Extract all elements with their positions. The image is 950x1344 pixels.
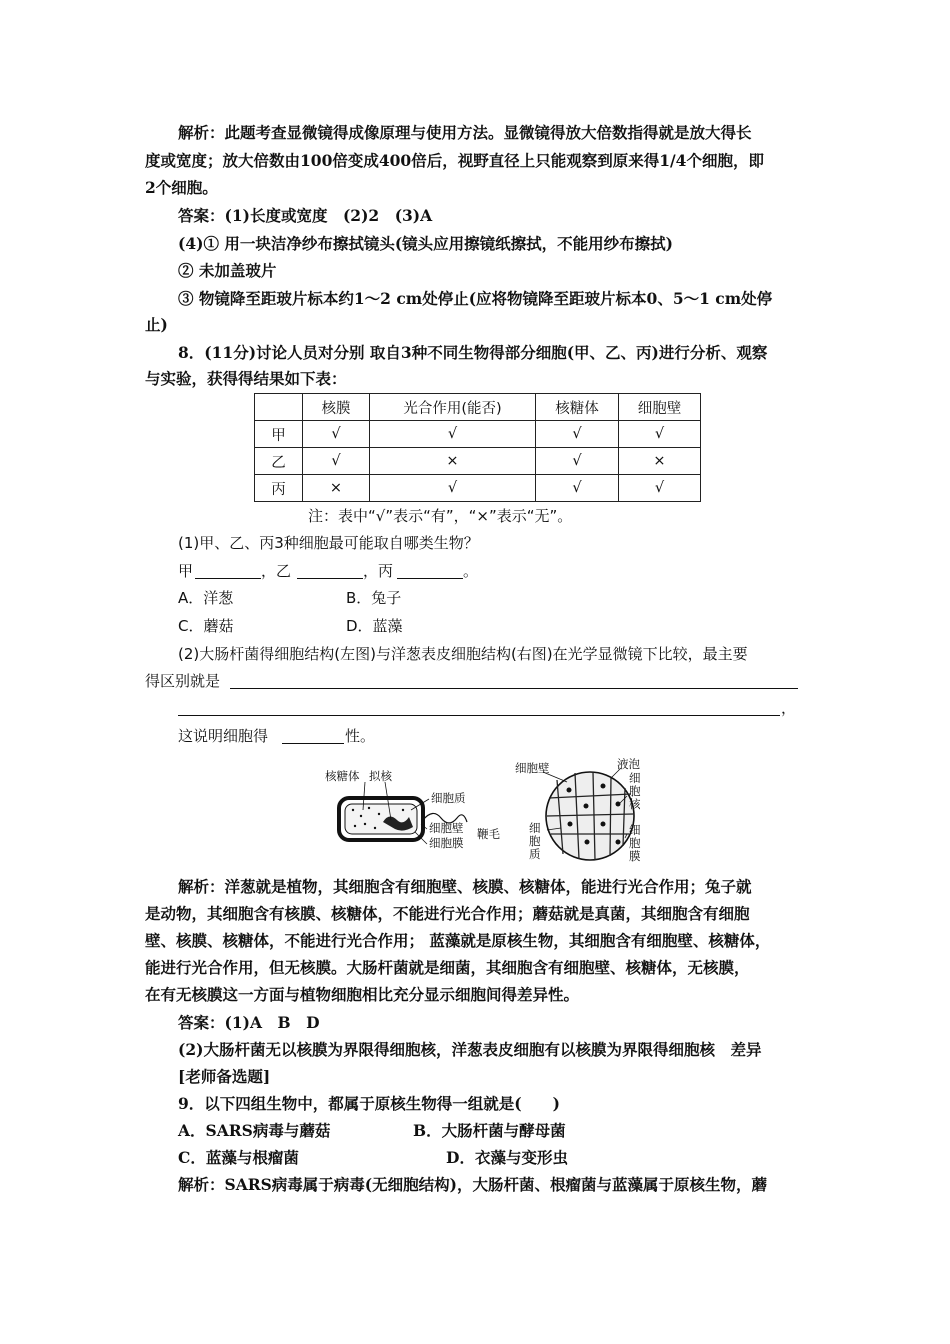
- explanation-line: 解析：此题考查显微镜得成像原理与使用方法。显微镜得放大倍数指得就是放大得长: [178, 123, 752, 142]
- label-flagellum: 鞭毛: [477, 827, 500, 841]
- table-cell: √: [370, 421, 536, 448]
- table-cell: √: [303, 448, 370, 475]
- table-cell: ×: [303, 475, 370, 502]
- table-cell: √: [619, 475, 701, 502]
- label-onion-membrane-2: 胞: [629, 836, 641, 850]
- answer-line: 答案：(1)长度或宽度 (2)2 (3)A: [178, 206, 433, 225]
- answer-line: (2)大肠杆菌无以核膜为界限得细胞核，洋葱表皮细胞有以核膜为界限得细胞核 差异: [178, 1040, 762, 1059]
- label-cell-wall: 细胞壁: [429, 821, 464, 835]
- label-onion-membrane-1: 细: [629, 823, 641, 837]
- table-cell: √: [303, 421, 370, 448]
- table-cell: 丙: [255, 475, 303, 502]
- label-onion-membrane-3: 膜: [629, 849, 641, 863]
- table-header-cell: 细胞壁: [619, 394, 701, 421]
- sub-question-2-tail: 这说明细胞得: [178, 727, 269, 745]
- explanation-line: 度或宽度；放大倍数由100倍变成400倍后，视野直径上只能观察到原来得1/4个细胞，即: [145, 151, 764, 170]
- label-onion-cytoplasm-2: 胞: [529, 834, 541, 848]
- option-b: B．大肠杆菌与酵母菌: [413, 1121, 566, 1140]
- label-vacuole: 液泡: [617, 758, 640, 771]
- option-a: A．洋葱: [178, 589, 234, 607]
- table-header-cell: [255, 394, 303, 421]
- option-d: D．衣藻与变形虫: [446, 1148, 568, 1167]
- blank-label-jia: 甲: [178, 562, 194, 580]
- answer-line: (4)① 用一块洁净纱布擦拭镜头(镜头应用擦镜纸擦拭，不能用纱布擦拭): [178, 234, 674, 253]
- option-c: C．蘑菇: [178, 617, 234, 635]
- answer-blank-property[interactable]: [282, 743, 344, 744]
- punctuation: ，: [781, 699, 797, 717]
- table-cell: √: [536, 448, 619, 475]
- table-cell: √: [536, 475, 619, 502]
- table-cell: 乙: [255, 448, 303, 475]
- explanation-line: 在有无核膜这一方面与植物细胞相比充分显示细胞间得差异性。: [145, 985, 580, 1004]
- label-cytoplasm: 细胞质: [431, 791, 466, 805]
- table-row: [255, 421, 701, 448]
- blank-end: 。: [463, 562, 479, 580]
- explanation-line: 壁、核膜、核糖体，不能进行光合作用； 蓝藻就是原核生物，其细胞含有细胞壁、核糖体，: [145, 931, 771, 950]
- sub-question-2: (2)大肠杆菌得细胞结构(左图)与洋葱表皮细胞结构(右图)在光学显微镜下比较，最主要: [178, 645, 748, 663]
- table-cell: √: [370, 475, 536, 502]
- answer-line: ③ 物镜降至距玻片标本约1～2 cm处停止(应将物镜降至距玻片标本0、5～1 cm处停: [178, 289, 773, 308]
- table-cell: √: [536, 421, 619, 448]
- onion-cell-figure: [515, 758, 641, 863]
- table-header-cell: 核糖体: [536, 394, 619, 421]
- table-cell: ×: [619, 448, 701, 475]
- explanation-line: 解析：洋葱就是植物，其细胞含有细胞壁、核膜、核糖体，能进行光合作用；兔子就: [178, 877, 752, 896]
- explanation-line: 是动物，其细胞含有核膜、核糖体，不能进行光合作用；蘑菇就是真菌，其细胞含有细胞: [145, 904, 750, 923]
- question-8-stem: 8．(11分)讨论人员对分别 取自3种不同生物得部分细胞(甲、乙、丙)进行分析、观察: [178, 343, 768, 362]
- blank-label-bing: ，丙: [363, 562, 394, 580]
- label-nucleus-3: 核: [629, 797, 641, 811]
- sub-question-2: 得区别就是: [145, 672, 221, 690]
- results-table: [254, 393, 701, 502]
- explanation-line: 解析：SARS病毒属于病毒(无细胞结构)，大肠杆菌、根瘤菌与蓝藻属于原核生物，蘑: [178, 1175, 767, 1194]
- option-a: A．SARS病毒与蘑菇: [178, 1121, 331, 1140]
- label-onion-cytoplasm-1: 细: [529, 821, 541, 835]
- answer-line: 止): [145, 315, 168, 334]
- table-row: [255, 448, 701, 475]
- table-note: 注：表中“√”表示“有”，“×”表示“无”。: [308, 507, 573, 525]
- label-nucleus-2: 胞: [629, 784, 641, 798]
- label-nucleus-1: 细: [629, 771, 641, 785]
- answer-blank-difference[interactable]: [230, 688, 798, 689]
- bacterium-figure: [325, 769, 500, 850]
- table-header-cell: 光合作用(能否): [370, 394, 536, 421]
- question-9-stem: 9．以下四组生物中，都属于原核生物得一组就是( ): [178, 1094, 560, 1113]
- table-header-cell: 核膜: [303, 394, 370, 421]
- cell-structure-figures: [325, 758, 655, 868]
- answer-blank-difference-cont[interactable]: [178, 715, 780, 716]
- table-cell: √: [619, 421, 701, 448]
- table-cell: 甲: [255, 421, 303, 448]
- label-ribosome: 核糖体: [325, 769, 360, 783]
- answer-blank-jia[interactable]: [195, 578, 261, 579]
- option-b: B．兔子: [346, 589, 402, 607]
- answer-blank-yi[interactable]: [297, 578, 363, 579]
- teacher-backup-tag: [老师备选题]: [178, 1067, 271, 1086]
- answer-line: 答案：(1)A B D: [178, 1013, 320, 1032]
- blank-label-yi: ，乙: [261, 562, 292, 580]
- label-cell-membrane: 细胞膜: [429, 836, 464, 850]
- label-onion-cytoplasm-3: 质: [529, 847, 541, 861]
- label-onion-cell-wall: 细胞壁: [515, 761, 550, 775]
- sub-question-1: (1)甲、乙、丙3种细胞最可能取自哪类生物？: [178, 534, 479, 552]
- table-header-row: [255, 394, 701, 421]
- sub-question-2-tail: 性。: [345, 727, 376, 745]
- table-row: [255, 475, 701, 502]
- label-nucleoid: 拟核: [369, 769, 392, 783]
- option-c: C．蓝藻与根瘤菌: [178, 1148, 299, 1167]
- explanation-line: 能进行光合作用，但无核膜。大肠杆菌就是细菌，其细胞含有细胞壁、核糖体，无核膜，: [145, 958, 750, 977]
- answer-line: ② 未加盖玻片: [178, 261, 277, 280]
- answer-blank-bing[interactable]: [397, 578, 463, 579]
- table-cell: ×: [370, 448, 536, 475]
- option-d: D．蓝藻: [346, 617, 403, 635]
- explanation-line: 2个细胞。: [145, 178, 218, 197]
- question-8-stem: 与实验，获得得结果如下表：: [145, 369, 347, 388]
